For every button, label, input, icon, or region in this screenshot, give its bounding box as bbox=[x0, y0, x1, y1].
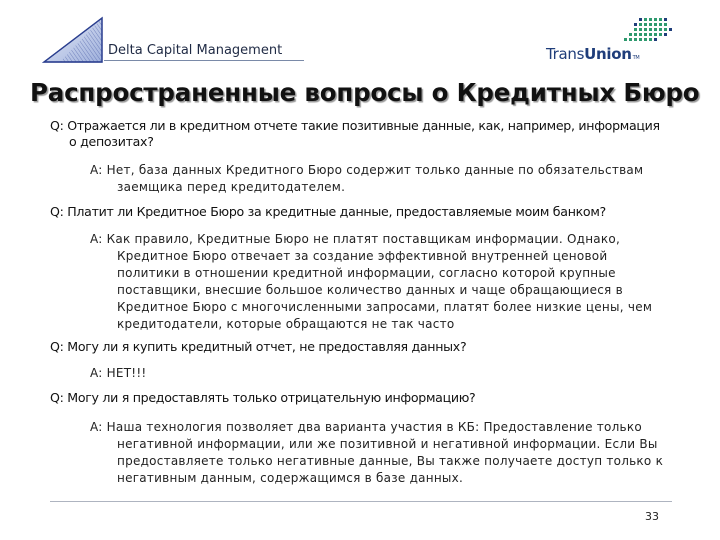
transunion-logo-icon bbox=[546, 14, 686, 72]
faq-question: Q: Отражается ли в кредитном отчете такие позитивные данные, как, например, информация о депозитах? bbox=[50, 118, 660, 149]
transunion-brand-light: Trans bbox=[546, 45, 585, 63]
page-title: Распространенные вопросы о Кредитных Бюро bbox=[30, 78, 700, 107]
transunion-brand-bold: Union bbox=[584, 45, 632, 63]
faq-answer: A: Нет, база данных Кредитного Бюро содержит только данные по обязательствам заемщика перед кредитодателем. bbox=[90, 163, 644, 194]
faq-question: Q: Могу ли я предоставлять только отрицательную информацию? bbox=[50, 390, 476, 405]
footer-divider bbox=[50, 501, 672, 502]
transunion-wordmark bbox=[546, 45, 639, 63]
transunion-tm: TM bbox=[632, 55, 640, 61]
faq-answer: A: Как правило, Кредитные Бюро не платят поставщикам информации. Однако, Кредитное Бюро отвечает за создание эффективной внутренней ценовой политики в отношении кредитной информации, согласно которой крупные поставщики, внесшие большое количество данных и чаще обращающиеся в Кредитное Бюро с многочисленными запросами, платят более низкие цены, чем кредитодатели, которые обращаются не так часто bbox=[90, 232, 653, 331]
faq-question: Q: Платит ли Кредитное Бюро за кредитные данные, предоставляемые моим банком? bbox=[50, 204, 606, 219]
company-name: Delta Capital Management bbox=[108, 43, 283, 58]
header-divider bbox=[104, 60, 304, 61]
faq-answer: A: Наша технология позволяет два варианта участия в КБ: Предоставление только негативной информации, или же позитивной и негативной информации. Если Вы предоставляете только негативные данные, Вы также получаете доступ только к негативным данным, содержащимся в базе данных. bbox=[90, 420, 664, 485]
faq-list bbox=[50, 118, 670, 487]
page-number: 33 bbox=[645, 510, 659, 523]
faq-question: Q: Могу ли я купить кредитный отчет, не предоставляя данных? bbox=[50, 339, 467, 354]
delta-logo-icon bbox=[40, 16, 104, 66]
faq-answer: A: НЕТ!!! bbox=[90, 366, 147, 380]
